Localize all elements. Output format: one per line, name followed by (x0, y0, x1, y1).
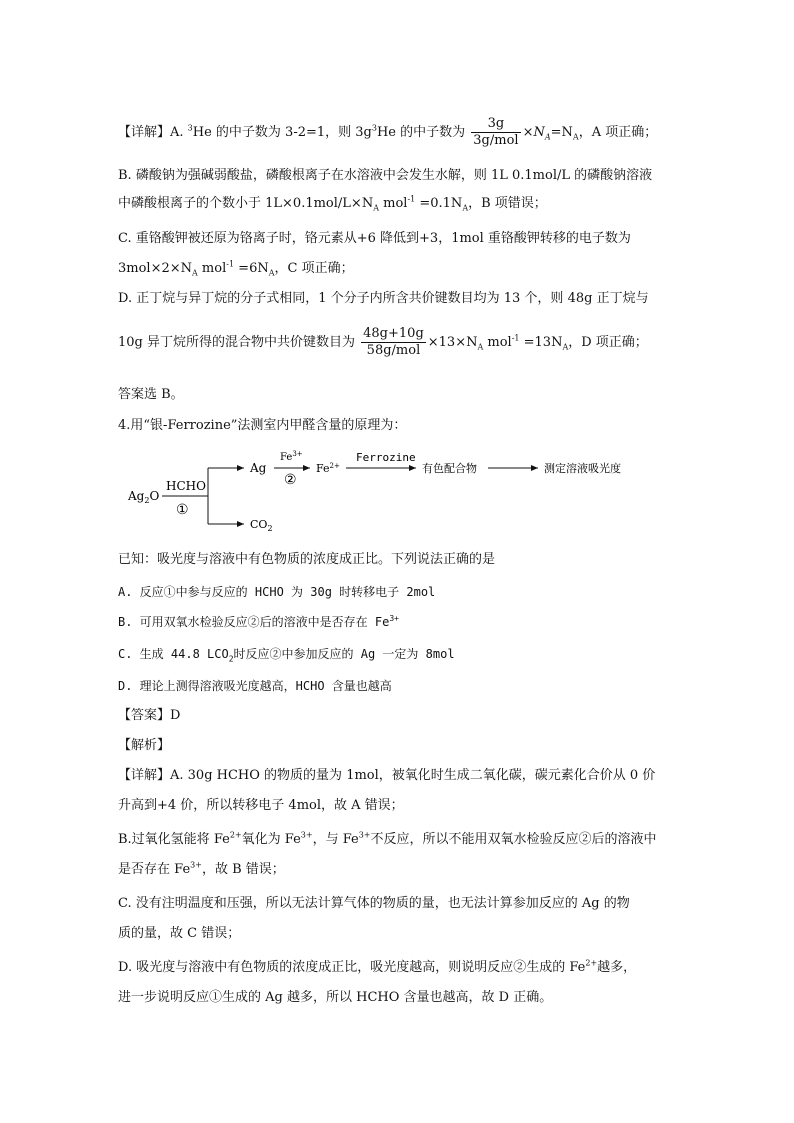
q4-stem: 4.用“银-Ferrozine”法测室内甲醛含量的原理为： (118, 418, 407, 433)
sub: A (268, 268, 275, 278)
ag-label: Ag (250, 461, 267, 475)
ag2o-label: $Ag_2O$ (128, 489, 160, 505)
q4-option-a: A. 反应①中参与反应的 HCHO 为 30g 时转移电子 2mol (118, 585, 436, 599)
na: N (533, 125, 545, 140)
text: 3mol×2×N (118, 261, 193, 276)
q4-explain-a2: 升高到+4 价，所以转移电子 4mol，故 A 错误； (118, 798, 404, 813)
fe3-label: $Fe^{3+}$ (280, 450, 303, 463)
text: B. 可用双氧水检验反应②后的溶液中是否存在 Fe (118, 615, 390, 629)
text: 越多， (597, 960, 637, 975)
q3-explain-c1: C. 重铬酸钾被还原为铬离子时，铬元素从+6 降低到+3，1mol 重铬酸钾转移的电子数为 (118, 231, 631, 246)
sub: A (544, 132, 551, 142)
q4-explain-b2 (118, 860, 285, 880)
q4-option-c (118, 644, 455, 664)
text: C. 生成 44.8 LCO (118, 647, 229, 661)
sup: 3 (187, 123, 193, 133)
text: ，与 Fe (312, 832, 359, 847)
step2-label: ② (284, 472, 297, 488)
text: He 的中子数为 (376, 125, 466, 140)
fe2-label: $Fe^{2+}$ (316, 462, 340, 475)
fraction-numerator: 48g+10g (363, 326, 424, 341)
sub: A (572, 132, 579, 142)
text: ×13×N (427, 335, 478, 350)
text: ，C 项正确； (274, 261, 354, 276)
sup: -1 (511, 333, 520, 343)
fraction-3g (471, 116, 520, 149)
text: 时反应②中参加反应的 Ag 一定为 8mol (233, 647, 455, 661)
hcho-label: HCHO (166, 479, 206, 493)
q4-option-b (118, 612, 399, 632)
q4-explain-c2: 质的量，故 C 错误； (118, 926, 241, 941)
q3-explain-d2 (118, 326, 648, 359)
q4-answer: 【答案】D (118, 708, 181, 723)
reaction-scheme (118, 448, 678, 540)
sup: 3 (371, 123, 377, 133)
text: ，A 项正确； (578, 125, 658, 140)
label: 【详解】A. (118, 125, 188, 140)
sup: -1 (226, 259, 235, 269)
text: =6N (234, 261, 269, 276)
complex-label: 有色配合物 (422, 462, 477, 475)
q4-option-d: D. 理论上测得溶液吸光度越高，HCHO 含量也越高 (118, 679, 392, 693)
text: ，故 B 错误； (201, 862, 285, 877)
sup: 3+ (190, 860, 202, 870)
sub: A (477, 342, 484, 352)
sub: A (192, 268, 198, 278)
times: × (522, 125, 534, 140)
text: =0.1N (415, 196, 463, 211)
text: D. 吸光度与溶液中有色物质的浓度成正比，吸光度越高，则说明反应②生成的 Fe (118, 960, 586, 975)
text: ，D 项正确； (568, 335, 648, 350)
text: 不反应，所以不能用双氧水检验反应②后的溶液中 (370, 832, 657, 847)
q3-explain-d1: D. 正丁烷与异丁烷的分子式相同，1 个分子内所含共价键数目均为 13 个，则 48g 正丁烷与 (118, 291, 649, 306)
sup: -1 (407, 194, 416, 204)
fraction-denominator: 58g/mol (366, 343, 421, 358)
q3-explain-c2 (118, 259, 354, 279)
ferrozine-label: Ferrozine (356, 451, 416, 464)
fraction-numerator: 3g (471, 116, 520, 133)
sup: 3+ (389, 614, 399, 623)
q4-explain-d2: 进一步说明反应①生成的 Ag 越多，所以 HCHO 含量也越高，故 D 正确。 (118, 990, 553, 1005)
sub: A (562, 342, 569, 352)
fraction-denominator: 3g/mol (473, 133, 519, 148)
q4-explain-b1 (118, 830, 657, 850)
q4-explain-c1: C. 没有注明温度和压强，所以无法计算气体的物质的量，也无法计算参加反应的 Ag 的物 (118, 896, 630, 911)
fraction-mixture (361, 326, 426, 359)
text: =N (550, 125, 573, 140)
text: 10g 异丁烷所得的混合物中共价键数目为 (118, 335, 355, 350)
q4-explain-a1: 【详解】A. 30g HCHO 的物质的量为 1mol，被氧化时生成二氧化碳，碳元素化合价从 0 价 (118, 768, 656, 783)
sup: 3+ (300, 830, 313, 840)
text: mol (378, 196, 408, 211)
sub: A (373, 203, 379, 213)
text: ，B 项错误； (468, 196, 547, 211)
text: mol (197, 261, 227, 276)
text: He 的中子数为 3-2=1，则 3g (192, 125, 372, 140)
q3-explain-b1: B. 磷酸钠为强碱弱酸盐，磷酸根离子在水溶液中会发生水解，则 1L 0.1mol/L 的磷酸钠溶液 (118, 168, 653, 183)
sup: 3+ (358, 830, 371, 840)
sup: 2+ (585, 958, 598, 968)
text: B.过氧化氢能将 Fe (118, 832, 230, 847)
q3-explain-a (118, 116, 657, 149)
q4-analysis-label: 【解析】 (118, 738, 171, 753)
measure-label: 测定溶液吸光度 (544, 462, 621, 475)
text: 氧化为 Fe (241, 832, 301, 847)
sub: A (462, 203, 469, 213)
q3-explain-b2 (118, 194, 547, 214)
co2-label: $CO_2$ (250, 518, 273, 533)
q4-explain-d1 (118, 958, 636, 978)
q3-answer: 答案选 B。 (118, 387, 184, 402)
step1-label: ① (176, 502, 189, 518)
text: 中磷酸根离子的个数小于 1L×0.1mol/L×N (118, 196, 374, 211)
sup: 2+ (229, 830, 242, 840)
text: mol (483, 335, 512, 350)
sub: 2 (228, 654, 234, 664)
q4-known: 已知：吸光度与溶液中有色物质的浓度成正比。下列说法正确的是 (118, 552, 496, 567)
text: =13N (519, 335, 563, 350)
text: 是否存在 Fe (118, 862, 191, 877)
